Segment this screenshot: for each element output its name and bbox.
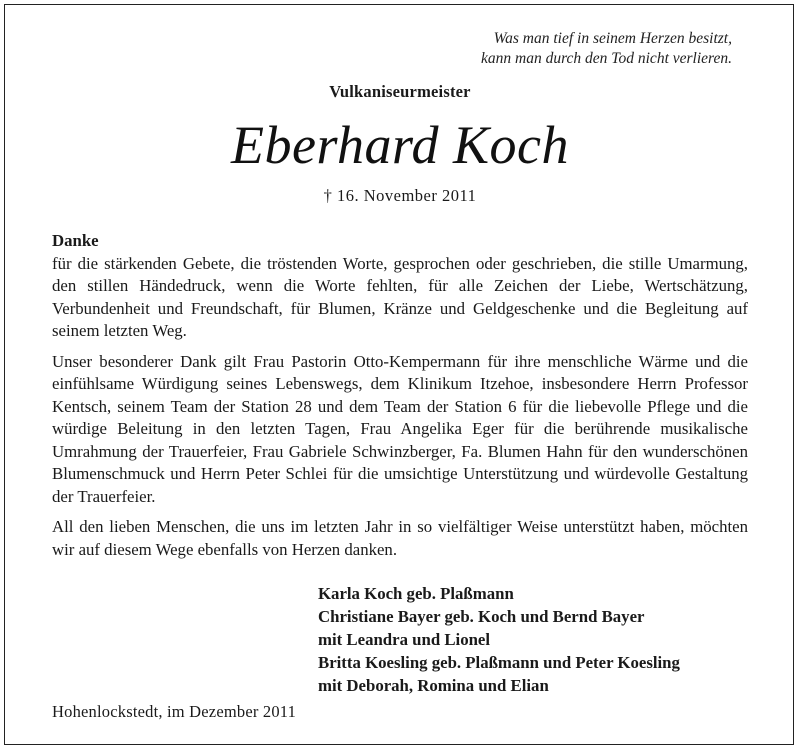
signer-line: Christiane Bayer geb. Koch und Bernd Bayer [318,607,645,626]
signer-line: Britta Koesling geb. Plaßmann und Peter Koesling [318,653,680,672]
thanks-text [52,230,748,569]
place-and-date: Hohenlockstedt, im Dezember 2011 [52,702,297,721]
thanks-paragraph-1: für die stärkenden Gebete, die tröstenden Worte, gesprochen oder geschrieben, die stille Umarmung, den stillen Händedruck, wenn die Worte fehlten, für alle Zeichen der Liebe, Wertschätzung, Verbundenheit und Freundschaft, für Blumen, Kränze und Geldgeschenke und die Begleitung auf seinem letzten Weg. [52,253,748,340]
profession-title: Vulkaniseurmeister [329,82,471,101]
motto-quote [372,29,732,69]
thanks-paragraph-3: All den lieben Menschen, die uns im letzten Jahr in so vielfältiger Weise unterstützt haben, möchten wir auf diesem Wege ebenfalls von Herzen danken. [52,517,748,559]
thanks-heading: Danke [52,231,99,250]
motto-line-1: Was man tief in seinem Herzen besitzt, [493,30,732,47]
motto-line-2: kann man durch den Tod nicht verlieren. [481,50,732,67]
signer-line: Karla Koch geb. Plaßmann [318,584,514,603]
deceased-name: Eberhard Koch [231,115,569,175]
signers-list [318,582,680,697]
thanks-paragraph-2: Unser besonderer Dank gilt Frau Pastorin Otto-Kempermann für ihre menschliche Wärme und die einfühlsame Würdigung seines Lebenswegs, dem Klinikum Itzehoe, insbesondere Herrn Professor Kentsch, seinem Team der Station 28 und dem Team der Station 6 für die liebevolle Pflege und die würdige Beleitung in den letzten Tagen, Frau Angelika Eger für die berührende musikalische Umrahmung der Trauerfeier, Frau Gabriele Schwinzberger, Fa. Blumen Hahn für den wunderschönen Blumenschmuck und Herrn Peter Schlei für die umsichtige Unterstützung und würdevolle Gestaltung der Trauerfeier. [52,351,748,506]
death-date: † 16. November 2011 [323,186,477,205]
signer-line: mit Deborah, Romina und Elian [318,676,549,695]
signer-line: mit Leandra und Lionel [318,630,491,649]
